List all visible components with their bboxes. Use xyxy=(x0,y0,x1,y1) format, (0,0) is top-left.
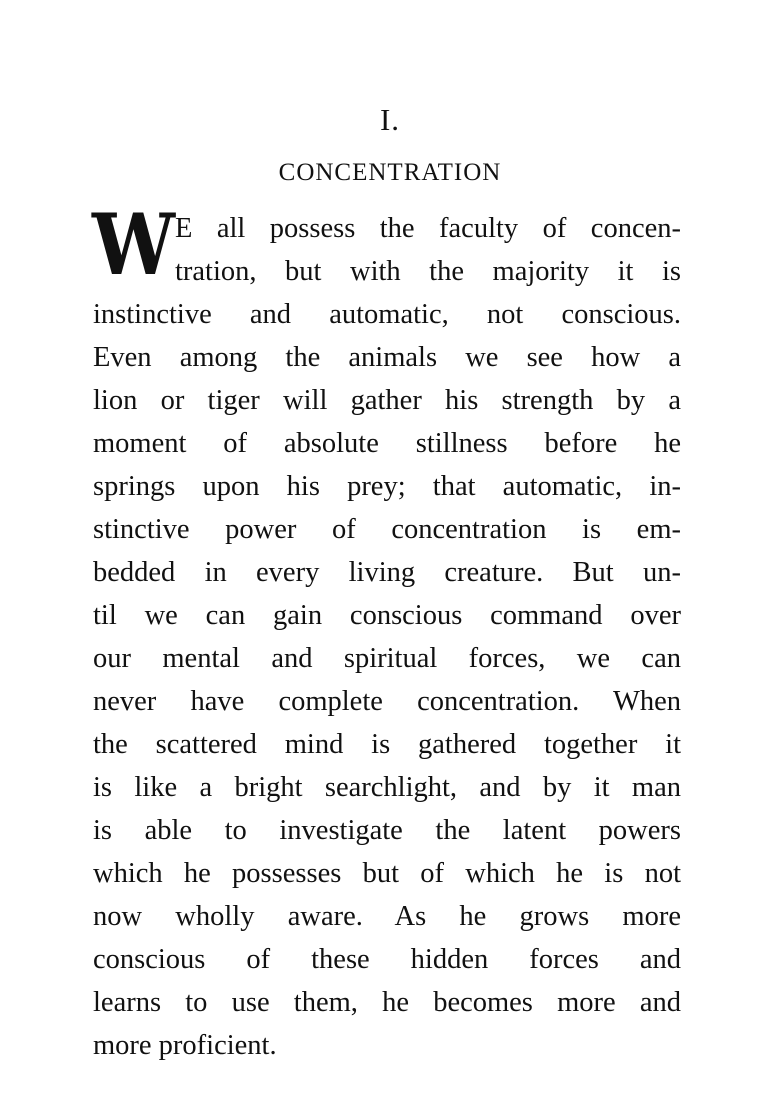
text-line: Even among the animals we see how a xyxy=(93,342,681,373)
text-line: moment of absolute stillness before he xyxy=(93,428,681,459)
text-line: stinctive power of concentration is em- xyxy=(93,514,681,545)
text-line: now wholly aware. As he grows more xyxy=(93,901,681,932)
text-line: is able to investigate the latent powers xyxy=(93,815,681,846)
text-line: is like a bright searchlight, and by it man xyxy=(93,772,681,803)
text-line: learns to use them, he becomes more and xyxy=(93,987,681,1018)
text-line: til we can gain conscious command over xyxy=(93,600,681,631)
body-paragraph xyxy=(93,207,681,1067)
text-line: E all possess the faculty of concen- xyxy=(175,213,681,244)
text-line: bedded in every living creature. But un- xyxy=(93,557,681,588)
drop-cap-initial: W xyxy=(92,195,170,294)
text-line: tration, but with the majority it is xyxy=(175,256,681,287)
text-line: which he possesses but of which he is not xyxy=(93,858,681,889)
text-line: more proficient. xyxy=(93,1030,277,1061)
chapter-number: I. xyxy=(379,102,401,137)
text-line: springs upon his prey; that automatic, in- xyxy=(93,471,681,502)
text-line: instinctive and automatic, not conscious. xyxy=(93,299,681,330)
text-line: the scattered mind is gathered together it xyxy=(93,729,681,760)
text-line: our mental and spiritual forces, we can xyxy=(93,643,681,674)
text-line: never have complete concentration. When xyxy=(93,686,681,717)
chapter-title: CONCENTRATION xyxy=(278,159,502,186)
text-line: conscious of these hidden forces and xyxy=(93,944,681,975)
text-line: lion or tiger will gather his strength by a xyxy=(93,385,681,416)
